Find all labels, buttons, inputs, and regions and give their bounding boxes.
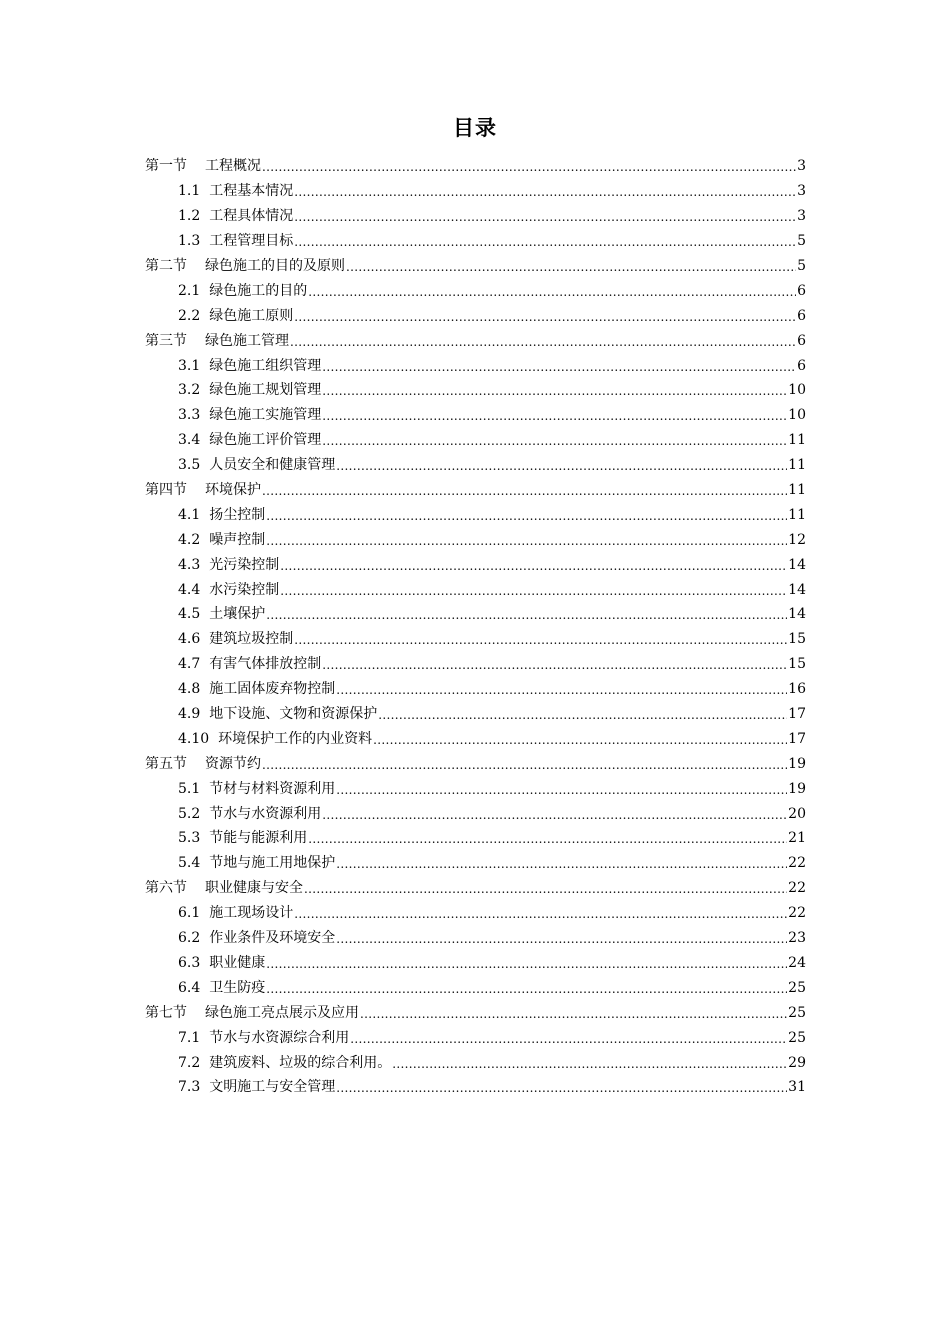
toc-entry-page-number: 10 [788,382,806,399]
toc-entry-page-number: 14 [788,606,806,623]
toc-dot-leader [336,683,787,697]
toc-entry-label: 节地与施工用地保护 [209,855,336,872]
toc-entry-page-number: 11 [788,506,806,523]
toc-section-entry[interactable] [145,751,806,776]
toc-entry-page-number: 23 [788,930,806,947]
toc-entry-page-number: 14 [788,556,806,573]
toc-entry-page-number: 6 [797,332,806,349]
toc-entry-number: 2.1 [178,282,201,299]
toc-entry-page-number: 17 [788,706,806,723]
toc-entry-number: 1.1 [178,183,201,200]
toc-entry-page-number: 3 [797,208,806,225]
toc-subsection-entry[interactable] [145,403,806,428]
toc-entry-label: 节能与能源利用 [209,830,308,847]
toc-subsection-entry[interactable] [145,926,806,951]
toc-dot-leader [322,808,787,822]
toc-entry-label: 绿色施工组织管理 [209,357,322,374]
toc-entry-number: 7.3 [178,1079,201,1096]
toc-entry-page-number: 16 [788,681,806,698]
toc-subsection-entry[interactable] [145,652,806,677]
toc-section-entry[interactable] [145,478,806,503]
toc-subsection-entry[interactable] [145,577,806,602]
toc-dot-leader [280,584,787,598]
toc-entry-number: 5.3 [178,830,201,847]
toc-entry-page-number: 25 [788,979,806,996]
toc-dot-leader [378,708,787,722]
toc-entry-page-number: 31 [788,1079,806,1096]
toc-entry-page-number: 25 [788,1029,806,1046]
toc-dot-leader [266,534,787,548]
toc-dot-leader [336,1081,787,1095]
toc-entry-number: 4.6 [178,631,201,648]
toc-entry-label: 绿色施工实施管理 [209,407,322,424]
toc-entry-page-number: 5 [797,258,806,274]
toc-entry-number: 第三节 [145,332,187,349]
toc-subsection-entry[interactable] [145,726,806,751]
table-of-contents [145,154,806,1100]
toc-dot-leader [322,434,787,448]
toc-entry-number: 1.2 [178,208,201,225]
toc-entry-number: 第六节 [145,880,187,897]
toc-dot-leader [336,783,787,797]
toc-entry-number: 5.1 [178,780,201,797]
toc-entry-page-number: 29 [788,1054,806,1071]
toc-entry-number: 4.4 [178,581,201,598]
toc-entry-label: 绿色施工原则 [209,307,294,324]
toc-dot-leader [308,832,787,846]
toc-entry-number: 6.2 [178,930,201,947]
toc-entry-page-number: 19 [788,780,806,797]
toc-entry-label: 施工固体废弃物控制 [209,681,336,698]
toc-subsection-entry[interactable] [145,1050,806,1075]
toc-dot-leader [322,360,796,374]
toc-entry-page-number: 17 [788,730,806,747]
toc-subsection-entry[interactable] [145,204,806,229]
toc-entry-number: 4.9 [178,706,201,723]
toc-entry-label: 施工现场设计 [209,905,294,922]
toc-entry-number: 4.3 [178,556,201,573]
toc-entry-number: 4.1 [178,506,201,523]
toc-section-entry[interactable] [145,154,806,179]
toc-entry-label: 文明施工与安全管理 [209,1079,336,1096]
toc-entry-label: 建筑废料、垃圾的综合利用。 [209,1054,392,1071]
toc-entry-page-number: 22 [788,905,806,922]
toc-subsection-entry[interactable] [145,552,806,577]
toc-entry-number: 3.1 [178,357,201,374]
toc-dot-leader [392,1057,787,1071]
toc-dot-leader [336,932,787,946]
toc-dot-leader [294,633,787,647]
toc-entry-page-number: 3 [797,183,806,200]
toc-subsection-entry[interactable] [145,428,806,453]
toc-entry-number: 2.2 [178,307,201,324]
toc-entry-number: 6.4 [178,979,201,996]
toc-entry-label: 地下设施、文物和资源保护 [209,706,378,723]
toc-entry-number: 7.2 [178,1054,201,1071]
toc-dot-leader [322,409,787,423]
toc-entry-label: 作业条件及环境安全 [209,930,336,947]
toc-dot-leader [294,310,796,324]
toc-entry-label: 资源节约 [205,755,261,772]
toc-dot-leader [308,285,796,299]
toc-entry-page-number: 14 [788,581,806,598]
toc-subsection-entry[interactable] [145,229,806,254]
toc-dot-leader [294,907,787,921]
toc-entry-label: 人员安全和健康管理 [209,457,336,474]
toc-entry-page-number: 12 [788,531,806,548]
toc-dot-leader [336,459,787,473]
toc-subsection-entry[interactable] [145,378,806,403]
toc-subsection-entry[interactable] [145,1025,806,1050]
toc-entry-number: 3.5 [178,457,201,474]
toc-subsection-entry[interactable] [145,453,806,478]
toc-section-entry[interactable] [145,254,806,279]
toc-entry-label: 节水与水资源利用 [209,805,322,822]
toc-dot-leader [266,608,787,622]
toc-entry-page-number: 25 [788,1004,806,1021]
toc-subsection-entry[interactable] [145,826,806,851]
toc-entry-label: 绿色施工管理 [205,332,289,349]
toc-title: 目录 [453,116,497,140]
toc-dot-leader [346,260,796,274]
toc-entry-number: 3.3 [178,407,201,424]
toc-entry-label: 环境保护 [205,482,261,499]
toc-entry-page-number: 22 [788,855,806,872]
toc-subsection-entry[interactable] [145,627,806,652]
toc-dot-leader [322,384,787,398]
toc-section-entry[interactable] [145,328,806,353]
toc-entry-number: 5.4 [178,855,201,872]
toc-subsection-entry[interactable] [145,179,806,204]
toc-subsection-entry[interactable] [145,602,806,627]
toc-entry-page-number: 11 [788,432,806,449]
toc-dot-leader [322,658,787,672]
toc-subsection-entry[interactable] [145,502,806,527]
toc-entry-label: 建筑垃圾控制 [209,631,294,648]
toc-entry-number: 4.10 [178,730,210,747]
toc-entry-number: 4.2 [178,531,201,548]
toc-dot-leader [262,160,796,174]
toc-dot-leader [280,559,787,573]
toc-subsection-entry[interactable] [145,901,806,926]
toc-dot-leader [266,509,787,523]
toc-entry-page-number: 5 [797,233,806,250]
toc-dot-leader [294,185,796,199]
toc-entry-number: 4.5 [178,606,201,623]
toc-subsection-entry[interactable] [145,801,806,826]
toc-subsection-entry[interactable] [145,776,806,801]
toc-entry-number: 第一节 [145,158,187,175]
toc-entry-page-number: 24 [788,954,806,971]
toc-dot-leader [262,758,787,772]
toc-dot-leader [294,210,796,224]
toc-subsection-entry[interactable] [145,278,806,303]
toc-subsection-entry[interactable] [145,353,806,378]
toc-dot-leader [294,235,796,249]
toc-entry-label: 工程具体情况 [209,208,294,225]
toc-entry-page-number: 6 [797,282,806,299]
toc-section-entry[interactable] [145,876,806,901]
toc-subsection-entry[interactable] [145,975,806,1000]
toc-subsection-entry[interactable] [145,1075,806,1100]
toc-entry-label: 绿色施工的目的及原则 [205,258,345,274]
toc-subsection-entry[interactable] [145,851,806,876]
toc-entry-number: 第五节 [145,755,187,772]
toc-entry-page-number: 21 [788,830,806,847]
toc-entry-page-number: 10 [788,407,806,424]
toc-entry-label: 卫生防疫 [209,979,266,996]
toc-entry-label: 绿色施工亮点展示及应用 [205,1004,359,1021]
toc-entry-number: 3.2 [178,382,201,399]
toc-entry-page-number: 20 [788,805,806,822]
toc-entry-number: 4.7 [178,656,201,673]
toc-entry-label: 环境保护工作的内业资料 [218,730,373,747]
toc-entry-number: 第四节 [145,482,187,499]
toc-entry-page-number: 19 [788,755,806,772]
toc-entry-label: 节材与材料资源利用 [209,780,336,797]
toc-dot-leader [336,857,787,871]
toc-entry-label: 节水与水资源综合利用 [209,1029,350,1046]
toc-entry-label: 工程基本情况 [209,183,294,200]
toc-entry-page-number: 22 [788,880,806,897]
toc-dot-leader [360,1007,787,1021]
toc-entry-number: 1.3 [178,233,201,250]
toc-entry-label: 职业健康与安全 [205,880,303,897]
toc-entry-number: 5.2 [178,805,201,822]
toc-entry-number: 7.1 [178,1029,201,1046]
toc-subsection-entry[interactable] [145,951,806,976]
toc-dot-leader [350,1032,787,1046]
toc-dot-leader [266,982,787,996]
toc-entry-page-number: 15 [788,631,806,648]
toc-entry-page-number: 15 [788,656,806,673]
toc-entry-label: 光污染控制 [209,556,280,573]
toc-entry-label: 绿色施工评价管理 [209,432,322,449]
toc-entry-label: 工程概况 [205,158,261,175]
toc-entry-label: 土壤保护 [209,606,266,623]
toc-entry-label: 有害气体排放控制 [209,656,322,673]
toc-entry-page-number: 6 [797,357,806,374]
toc-dot-leader [262,484,787,498]
toc-entry-label: 水污染控制 [209,581,280,598]
toc-entry-page-number: 3 [797,158,806,175]
toc-dot-leader [373,733,787,747]
toc-subsection-entry[interactable] [145,677,806,702]
toc-entry-number: 第二节 [145,258,187,274]
toc-section-entry[interactable] [145,1000,806,1025]
toc-entry-label: 扬尘控制 [209,506,266,523]
toc-entry-label: 绿色施工规划管理 [209,382,322,399]
toc-entry-number: 6.1 [178,905,201,922]
toc-subsection-entry[interactable] [145,303,806,328]
toc-dot-leader [290,335,796,349]
toc-entry-number: 第七节 [145,1004,187,1021]
toc-dot-leader [304,882,787,896]
toc-entry-label: 职业健康 [209,954,266,971]
toc-entry-label: 工程管理目标 [209,233,294,250]
toc-dot-leader [266,957,787,971]
toc-entry-number: 4.8 [178,681,201,698]
toc-entry-number: 3.4 [178,432,201,449]
toc-entry-number: 6.3 [178,954,201,971]
toc-subsection-entry[interactable] [145,527,806,552]
toc-entry-page-number: 11 [788,482,806,499]
toc-entry-page-number: 11 [788,457,806,474]
toc-entry-label: 噪声控制 [209,531,266,548]
toc-entry-page-number: 6 [797,307,806,324]
toc-subsection-entry[interactable] [145,702,806,727]
toc-entry-label: 绿色施工的目的 [209,282,308,299]
